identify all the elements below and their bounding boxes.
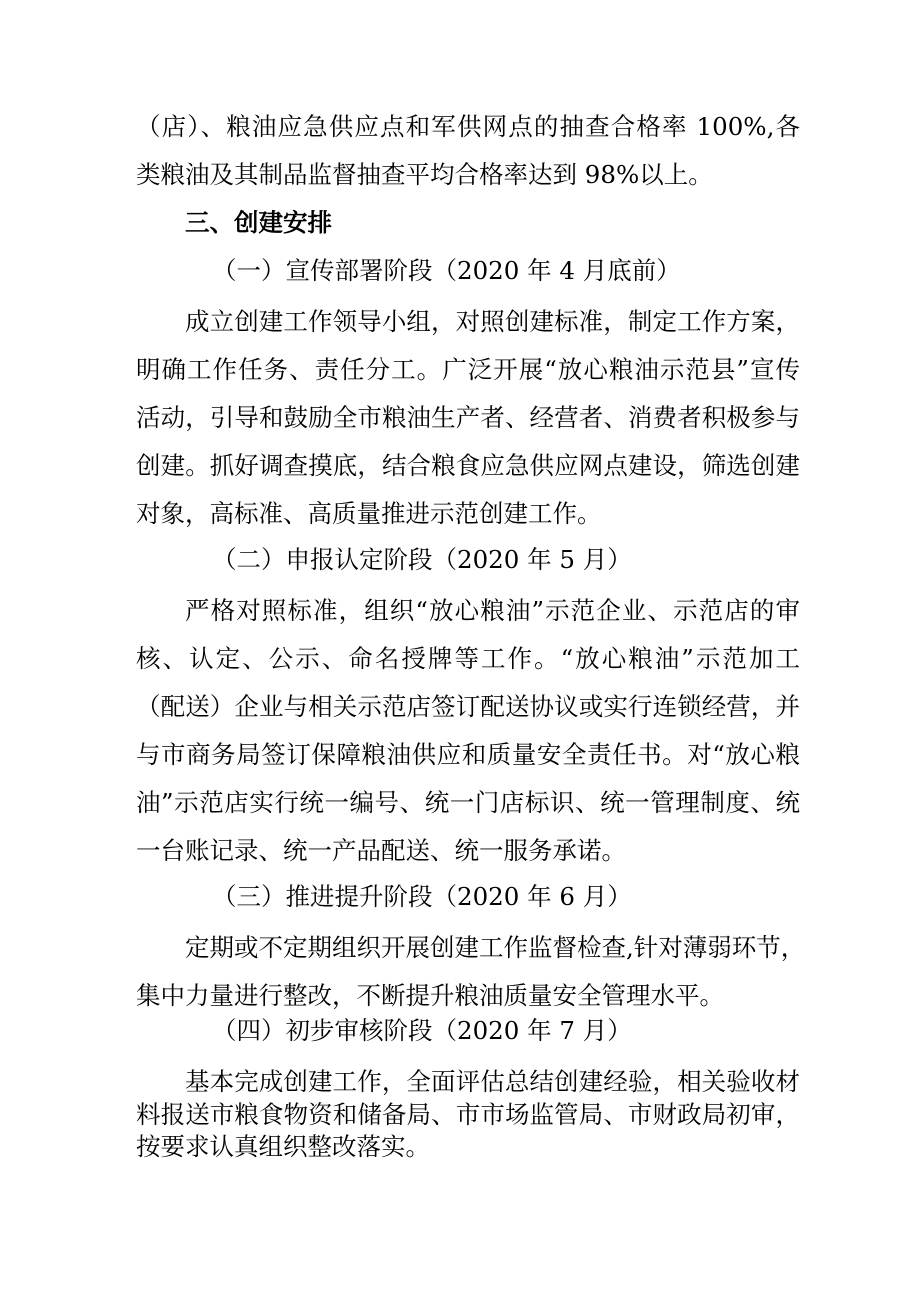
stage-title: （二）申报认定阶段（2020 年 5 月）: [212, 545, 632, 574]
paragraph-line: 核、认定、公示、命名授牌等工作。“放心粮油”示范加工: [136, 644, 800, 673]
paragraph-line: 严格对照标准，组织“放心粮油”示范企业、示范店的审: [185, 596, 800, 625]
paragraph-line: 成立创建工作领导小组，对照创建标准，制定工作方案，: [185, 307, 800, 336]
stage-title: （四）初步审核阶段（2020 年 7 月）: [212, 1016, 632, 1045]
stage-title: （三）推进提升阶段（2020 年 6 月）: [212, 882, 632, 911]
paragraph-line: 集中力量进行整改，不断提升粮油质量安全管理水平。: [136, 981, 724, 1010]
paragraph-line: 活动，引导和鼓励全市粮油生产者、经营者、消费者积极参与: [136, 403, 800, 432]
paragraph-line: （店）、粮油应急供应点和军供网点的抽查合格率 100%,各: [136, 112, 800, 141]
paragraph-line: 类粮油及其制品监督抽查平均合格率达到 98%以上。: [136, 160, 713, 189]
paragraph-line: 定期或不定期组织开展创建工作监督检查,针对薄弱环节，: [185, 933, 806, 962]
section-heading: 三、创建安排: [185, 208, 332, 237]
paragraph-line: 创建。抓好调查摸底，结合粮食应急供应网点建设，筛选创建: [136, 451, 800, 480]
paragraph-line: 对象，高标准、高质量推进示范创建工作。: [136, 499, 602, 528]
paragraph-line: 基本完成创建工作，全面评估总结创建经验，相关验收材: [185, 1067, 800, 1096]
paragraph-line: 明确工作任务、责任分工。广泛开展“放心粮油示范县”宣传: [136, 355, 800, 384]
stage-title: （一）宣传部署阶段（2020 年 4 月底前）: [212, 256, 681, 285]
paragraph-line: 按要求认真组织整改落实。: [136, 1132, 430, 1161]
paragraph-line: 与市商务局签订保障粮油供应和质量安全责任书。对“放心粮: [136, 740, 800, 769]
paragraph-line: 一台账记录、统一产品配送、统一服务承诺。: [136, 836, 626, 865]
paragraph-line: 料报送市粮食物资和储备局、市市场监管局、市财政局初审，: [136, 1100, 800, 1129]
paragraph-line: 油”示范店实行统一编号、统一门店标识、统一管理制度、统: [136, 788, 800, 817]
paragraph-line: （配送）企业与相关示范店签订配送协议或实行连锁经营，并: [136, 692, 800, 721]
